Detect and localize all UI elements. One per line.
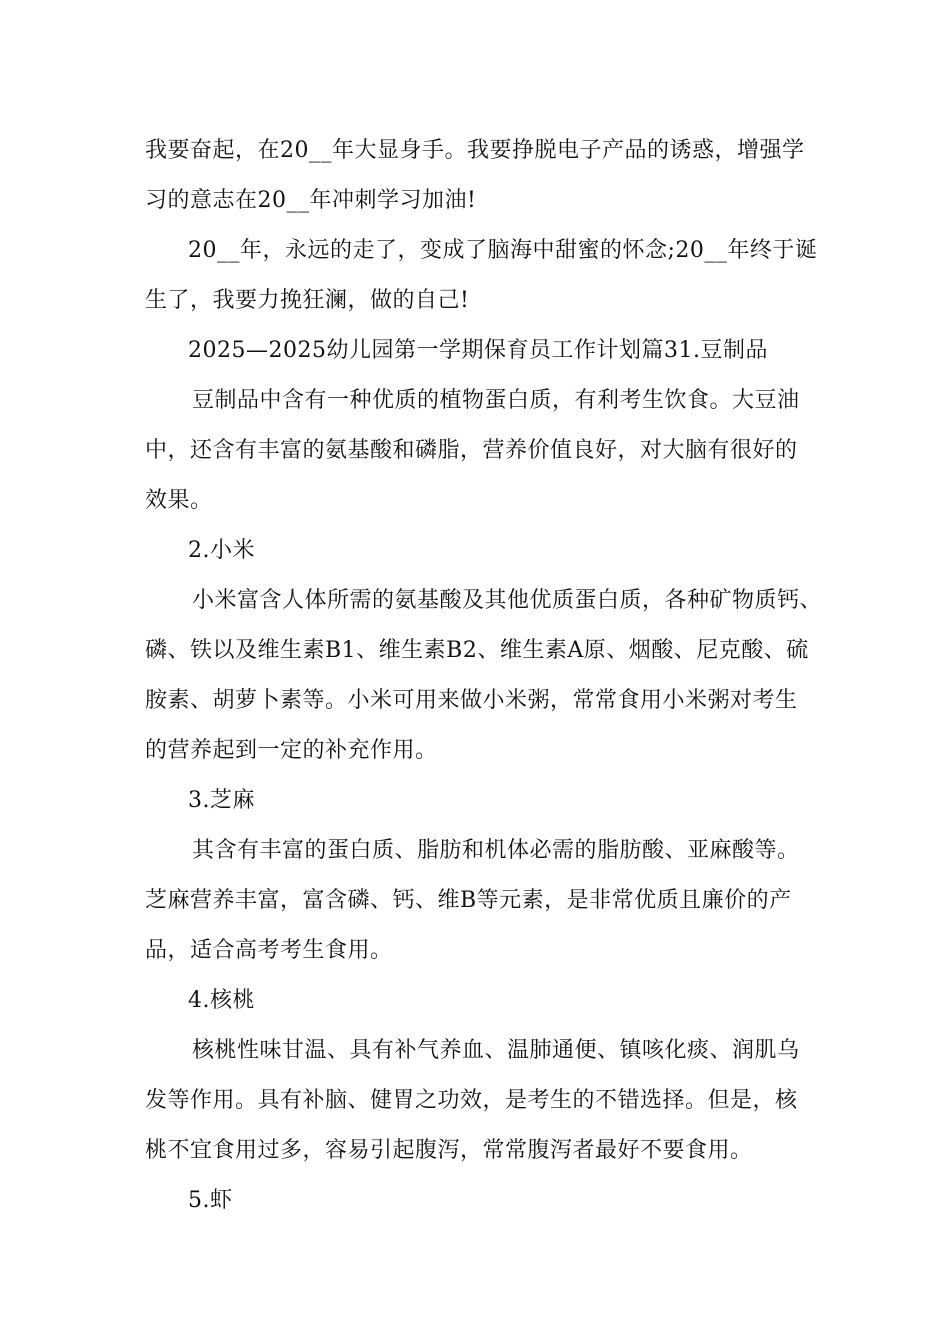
text-line: 的营养起到一定的补充作用。 [145, 738, 438, 763]
text-line: 桃不宜食用过多，容易引起腹泻，常常腹泻者最好不要食用。 [145, 1138, 753, 1163]
item-heading: 4.核桃 [188, 988, 255, 1013]
text-line: 磷、铁以及维生素B1、维生素B2、维生素A原、烟酸、尼克酸、硫 [145, 638, 809, 663]
text-line: 胺素、胡萝卜素等。小米可用来做小米粥，常常食用小米粥对考生 [145, 688, 798, 713]
text-line: 其含有丰富的蛋白质、脂肪和机体必需的脂肪酸、亚麻酸等。 [192, 838, 800, 863]
text-line: 中，还含有丰富的氨基酸和磷脂，营养价值良好，对大脑有很好的 [145, 438, 798, 463]
text-line: 习的意志在20__年冲刺学习加油! [145, 188, 477, 213]
text-line: 发等作用。具有补脑、健胃之功效，是考生的不错选择。但是，核 [145, 1088, 798, 1113]
text-line: 我要奋起，在20__年大显身手。我要挣脱电子产品的诱惑，增强学 [145, 138, 805, 163]
text-line: 品，适合高考考生食用。 [145, 938, 393, 963]
text-line: 芝麻营养丰富，富含磷、钙、维B等元素，是非常优质且廉价的产 [145, 888, 792, 913]
item-heading: 5.虾 [188, 1188, 233, 1213]
text-line: 生了，我要力挽狂澜，做的自己! [145, 288, 470, 313]
text-line: 效果。 [145, 488, 213, 513]
item-heading: 2.小米 [188, 538, 255, 563]
text-line: 20__年，永远的走了，变成了脑海中甜蜜的怀念;20__年终于诞 [188, 238, 818, 263]
item-heading: 3.芝麻 [188, 788, 255, 813]
text-line: 小米富含人体所需的氨基酸及其他优质蛋白质，各种矿物质钙、 [192, 588, 823, 613]
section-heading: 2025—2025幼儿园第一学期保育员工作计划篇31.豆制品 [188, 338, 768, 363]
text-line: 豆制品中含有一种优质的植物蛋白质，有利考生饮食。大豆油 [192, 388, 800, 413]
text-line: 核桃性味甘温、具有补气养血、温肺通便、镇咳化痰、润肌乌 [192, 1038, 800, 1063]
